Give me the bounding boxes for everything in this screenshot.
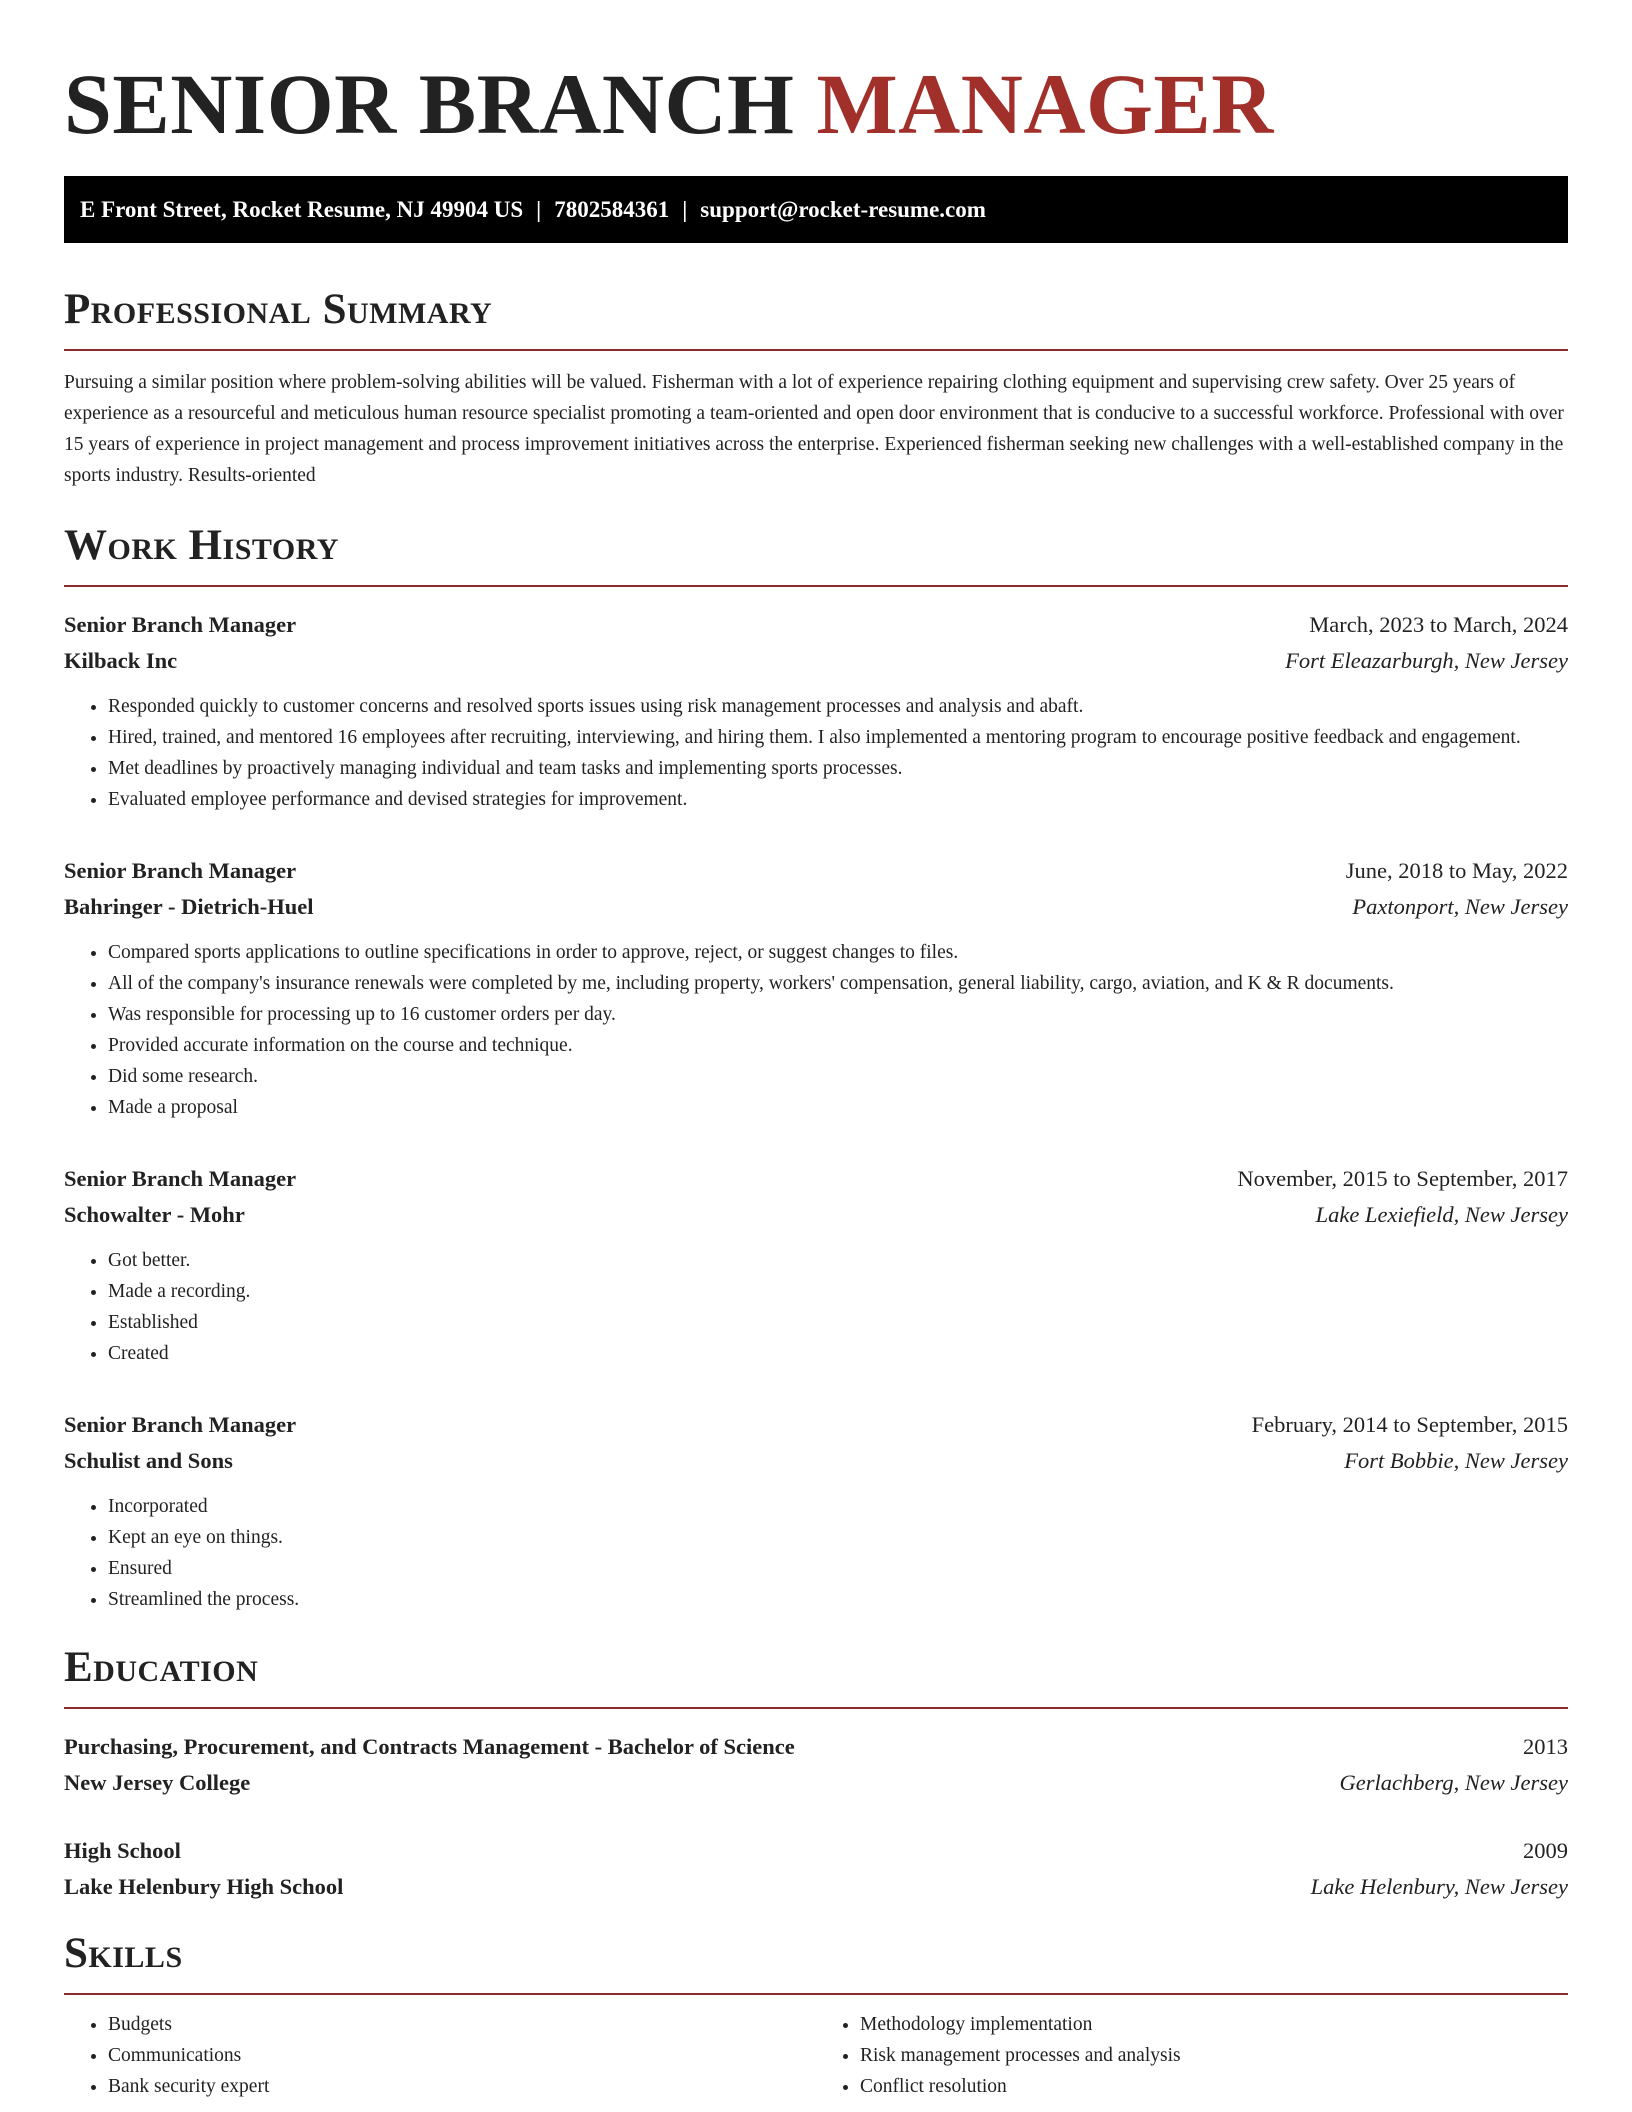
job-entry [64, 853, 1568, 1123]
education-title: Education [64, 1643, 1568, 1709]
job-bullets [64, 691, 1568, 815]
job-bullet: • All of the company's insurance renewals were completed by me, including property, workers' compensation, general liability, cargo, aviation, and K & R documents. [108, 968, 1568, 999]
resume-name-heading [64, 56, 1568, 152]
job-company-row [64, 1197, 1568, 1233]
job-bullet: • Compared sports applications to outline specifications in order to approve, reject, or suggest changes to files. [108, 937, 1568, 968]
job-dates: March, 2023 to March, 2024 [1309, 612, 1568, 637]
education-degree: Purchasing, Procurement, and Contracts Management - Bachelor of Science [64, 1734, 795, 1759]
job-bullet: • Hired, trained, and mentored 16 employees after recruiting, interviewing, and hiring them. I also implemented a mentoring program to encourage positive feedback and engagement. [108, 722, 1568, 753]
education-location: Gerlachberg, New Jersey [1339, 1770, 1568, 1795]
work-history-title: Work History [64, 521, 1568, 587]
job-dates: February, 2014 to September, 2015 [1251, 1412, 1568, 1437]
job-company: Schowalter - Mohr [64, 1202, 245, 1227]
job-entry [64, 1407, 1568, 1615]
job-bullet: • Did some research. [108, 1061, 1568, 1092]
job-entry [64, 607, 1568, 815]
job-dates: November, 2015 to September, 2017 [1237, 1166, 1568, 1191]
job-bullet: • Made a recording. [108, 1276, 1568, 1307]
contact-separator: | [682, 197, 688, 222]
education-list [64, 1729, 1568, 1905]
job-bullet: • Created [108, 1338, 1568, 1369]
contact-address: E Front Street, Rocket Resume, NJ 49904 US [80, 197, 524, 222]
job-location: Fort Eleazarburgh, New Jersey [1285, 648, 1568, 673]
education-school: Lake Helenbury High School [64, 1874, 344, 1899]
education-header-row [64, 1729, 1568, 1765]
job-bullets [64, 937, 1568, 1123]
summary-section [64, 285, 1568, 491]
job-bullet: • Evaluated employee performance and devised strategies for improvement. [108, 784, 1568, 815]
job-location: Paxtonport, New Jersey [1352, 894, 1568, 919]
contact-bar [64, 176, 1568, 243]
job-bullets [64, 1491, 1568, 1615]
skills-right-column [816, 2009, 1568, 2102]
education-school: New Jersey College [64, 1770, 251, 1795]
job-bullets [64, 1245, 1568, 1369]
jobs-list [64, 607, 1568, 1615]
skills-columns [64, 2009, 1568, 2102]
resume-page [64, 0, 1568, 2102]
job-company-row [64, 889, 1568, 925]
skill-item: • Communications [108, 2040, 816, 2071]
job-header-row [64, 607, 1568, 643]
education-header-row [64, 1833, 1568, 1869]
job-role: Senior Branch Manager [64, 612, 297, 637]
job-bullet: • Was responsible for processing up to 16 customer orders per day. [108, 999, 1568, 1030]
education-section [64, 1643, 1568, 1905]
job-bullet: • Made a proposal [108, 1092, 1568, 1123]
job-company: Bahringer - Dietrich-Huel [64, 894, 314, 919]
job-header-row [64, 1407, 1568, 1443]
job-location: Fort Bobbie, New Jersey [1344, 1448, 1568, 1473]
name-first: SENIOR BRANCH [64, 56, 795, 152]
summary-title: Professional Summary [64, 285, 1568, 351]
education-location: Lake Helenbury, New Jersey [1310, 1874, 1568, 1899]
job-company-row [64, 643, 1568, 679]
name-last: MANAGER [816, 56, 1274, 152]
job-header-row [64, 1161, 1568, 1197]
job-bullet: • Got better. [108, 1245, 1568, 1276]
job-role: Senior Branch Manager [64, 858, 297, 883]
job-company-row [64, 1443, 1568, 1479]
education-school-row [64, 1765, 1568, 1801]
job-bullet: • Responded quickly to customer concerns and resolved sports issues using risk management processes and analysis and abaft. [108, 691, 1568, 722]
contact-email: support@rocket-resume.com [700, 197, 986, 222]
work-history-section [64, 521, 1568, 1615]
skills-left-column [64, 2009, 816, 2102]
job-role: Senior Branch Manager [64, 1412, 297, 1437]
job-bullet: • Ensured [108, 1553, 1568, 1584]
job-bullet: • Established [108, 1307, 1568, 1338]
job-dates: June, 2018 to May, 2022 [1345, 858, 1568, 883]
education-degree: High School [64, 1838, 181, 1863]
education-year: 2009 [1523, 1838, 1568, 1863]
job-bullet: • Incorporated [108, 1491, 1568, 1522]
skill-item: • Budgets [108, 2009, 816, 2040]
education-entry [64, 1833, 1568, 1905]
contact-separator: | [536, 197, 542, 222]
skill-item: • Risk management processes and analysis [860, 2040, 1568, 2071]
job-entry [64, 1161, 1568, 1369]
job-header-row [64, 853, 1568, 889]
summary-text: Pursuing a similar position where problem-solving abilities will be valued. Fisherman with a lot of experience repairing clothing equipment and supervising crew safety. Over 25 years of experience as a resourceful and meticulous human resource specialist promoting a team-oriented and open door environment that is conducive to a successful workforce. Professional with over 15 years of experience in project management and process improvement initiatives across the enterprise. Experienced fisherman seeking new challenges with a well-established company in the sports industry. Results-oriented [64, 372, 1564, 486]
skill-item: • Conflict resolution [860, 2071, 1568, 2102]
job-company: Schulist and Sons [64, 1448, 233, 1473]
skills-title: Skills [64, 1929, 1568, 1995]
job-company: Kilback Inc [64, 648, 178, 673]
job-bullet: • Kept an eye on things. [108, 1522, 1568, 1553]
job-location: Lake Lexiefield, New Jersey [1315, 1202, 1568, 1227]
education-entry [64, 1729, 1568, 1801]
job-role: Senior Branch Manager [64, 1166, 297, 1191]
job-bullet: • Provided accurate information on the course and technique. [108, 1030, 1568, 1061]
job-bullet: • Met deadlines by proactively managing individual and team tasks and implementing sports processes. [108, 753, 1568, 784]
contact-phone: 7802584361 [554, 197, 670, 222]
job-bullet: • Streamlined the process. [108, 1584, 1568, 1615]
skill-item: • Bank security expert [108, 2071, 816, 2102]
education-year: 2013 [1523, 1734, 1568, 1759]
skill-item: • Methodology implementation [860, 2009, 1568, 2040]
skills-section [64, 1929, 1568, 2102]
education-school-row [64, 1869, 1568, 1905]
